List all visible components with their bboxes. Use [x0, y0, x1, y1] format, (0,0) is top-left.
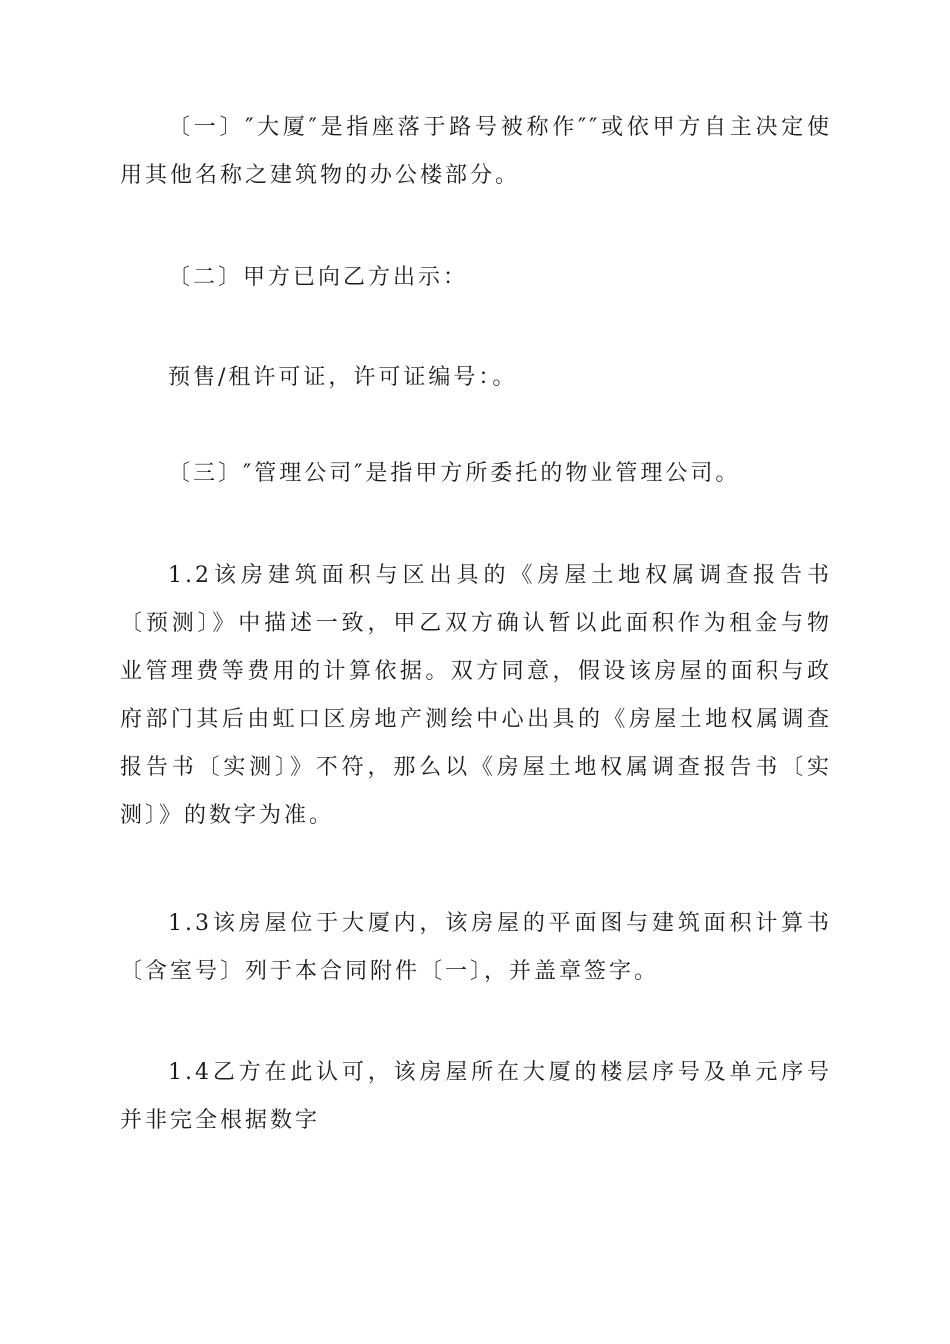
paragraph-definition-management-company: 〔三〕″管理公司″是指甲方所委托的物业管理公司。 [168, 461, 741, 486]
paragraph-permit-number: 预售/租许可证，许可证编号：。 [168, 365, 518, 390]
paragraph-clause-1-2: 1.2该房建筑面积与区出具的《房屋土地权属调查报告书〔预测〕》中描述一致，甲乙双方确认暂以此面积作为租金与物业管理费等费用的计算依据。双方同意，假设该房屋的面积与政府部门其后由虹口区房地产测绘中心出具的《房屋土地权属调查报告书〔实测〕》不符，那么以《房屋土地权属调查报告书〔实测〕》的数字为准。 [120, 563, 832, 828]
paragraph-party-a-presented: 〔二〕甲方已向乙方出示： [168, 265, 469, 290]
paragraph-definition-building: 〔一〕″大厦″是指座落于路号被称作″″或依甲方自主决定使用其他名称之建筑物的办公楼部分。 [120, 115, 832, 188]
paragraph-clause-1-3: 1.3该房屋位于大厦内，该房屋的平面图与建筑面积计算书〔含室号〕列于本合同附件〔一〕，并盖章签字。 [120, 911, 832, 984]
paragraph-clause-1-4: 1.4乙方在此认可，该房屋所在大厦的楼层序号及单元序号并非完全根据数字 [120, 1060, 832, 1133]
